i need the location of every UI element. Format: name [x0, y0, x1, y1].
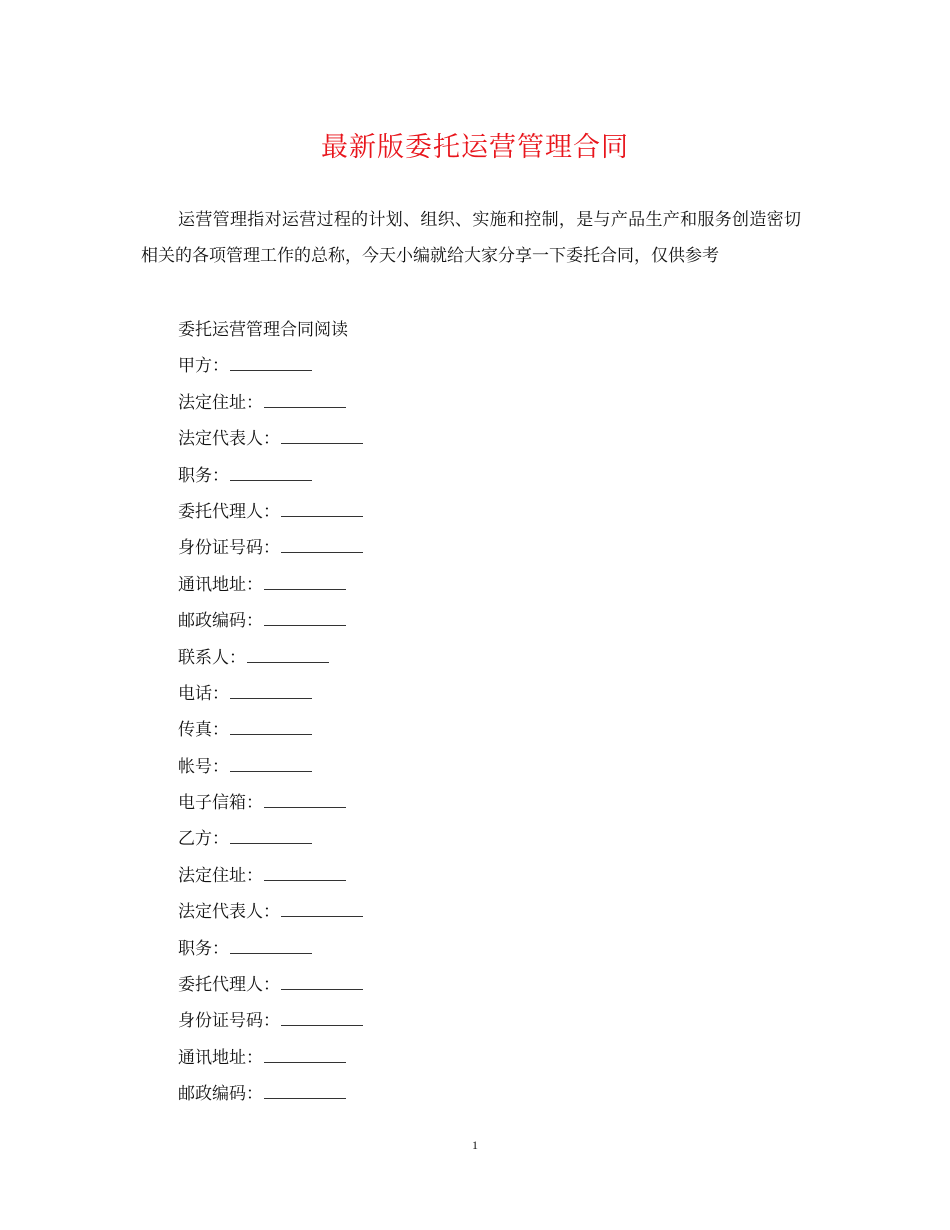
field-line — [178, 494, 798, 530]
blank-line — [281, 515, 363, 517]
field-line — [178, 676, 798, 712]
field-line — [178, 530, 798, 566]
field-label: 法定住址： — [178, 392, 263, 413]
contract-field-list — [178, 312, 798, 1113]
section-heading: 委托运营管理合同阅读 — [178, 320, 348, 340]
field-line — [178, 967, 798, 1003]
field-label: 职务： — [178, 938, 229, 959]
document-title: 最新版委托运营管理合同 — [321, 132, 629, 163]
blank-line — [264, 1097, 346, 1099]
field-line — [178, 1076, 798, 1112]
blank-line — [230, 842, 312, 844]
blank-line — [230, 697, 312, 699]
blank-line — [281, 915, 363, 917]
field-label: 通讯地址： — [178, 574, 263, 595]
blank-line — [230, 733, 312, 735]
field-label: 职务： — [178, 465, 229, 486]
field-line — [178, 749, 798, 785]
field-line — [178, 603, 798, 639]
field-line — [178, 785, 798, 821]
field-label: 法定住址： — [178, 865, 263, 886]
field-line — [178, 385, 798, 421]
blank-line — [264, 406, 346, 408]
field-label: 法定代表人： — [178, 429, 280, 450]
blank-line — [247, 661, 329, 663]
field-line — [178, 458, 798, 494]
blank-line — [264, 879, 346, 881]
field-label: 邮政编码： — [178, 611, 263, 632]
blank-line — [264, 806, 346, 808]
blank-line — [230, 479, 312, 481]
field-line — [178, 931, 798, 967]
page-number: 1 — [472, 1138, 478, 1152]
field-line — [178, 348, 798, 384]
field-line — [178, 640, 798, 676]
field-line — [178, 821, 798, 857]
field-line — [178, 1003, 798, 1039]
field-line — [178, 858, 798, 894]
field-label: 电话： — [178, 683, 229, 704]
field-label: 身份证号码： — [178, 538, 280, 559]
blank-line — [230, 369, 312, 371]
field-label: 甲方： — [178, 356, 229, 377]
field-line — [178, 567, 798, 603]
field-label: 法定代表人： — [178, 902, 280, 923]
field-line — [178, 894, 798, 930]
field-label: 传真： — [178, 720, 229, 741]
field-line — [178, 1040, 798, 1076]
blank-line — [281, 551, 363, 553]
blank-line — [264, 1061, 346, 1063]
field-label: 通讯地址： — [178, 1047, 263, 1068]
intro-paragraph: 运营管理指对运营过程的计划、组织、实施和控制，是与产品生产和服务创造密切相关的各项管理工作的总称，今天小编就给大家分享一下委托合同，仅供参考 — [141, 210, 801, 266]
blank-line — [281, 442, 363, 444]
blank-line — [230, 770, 312, 772]
field-label: 乙方： — [178, 829, 229, 850]
blank-line — [264, 588, 346, 590]
field-label: 帐号： — [178, 756, 229, 777]
field-line — [178, 421, 798, 457]
field-label: 委托代理人： — [178, 975, 280, 996]
field-label: 邮政编码： — [178, 1084, 263, 1105]
field-label: 身份证号码： — [178, 1011, 280, 1032]
field-label: 电子信箱： — [178, 793, 263, 814]
blank-line — [230, 952, 312, 954]
blank-line — [281, 1024, 363, 1026]
blank-line — [264, 624, 346, 626]
field-line — [178, 712, 798, 748]
field-label: 委托代理人： — [178, 501, 280, 522]
field-label: 联系人： — [178, 647, 246, 668]
blank-line — [281, 988, 363, 990]
